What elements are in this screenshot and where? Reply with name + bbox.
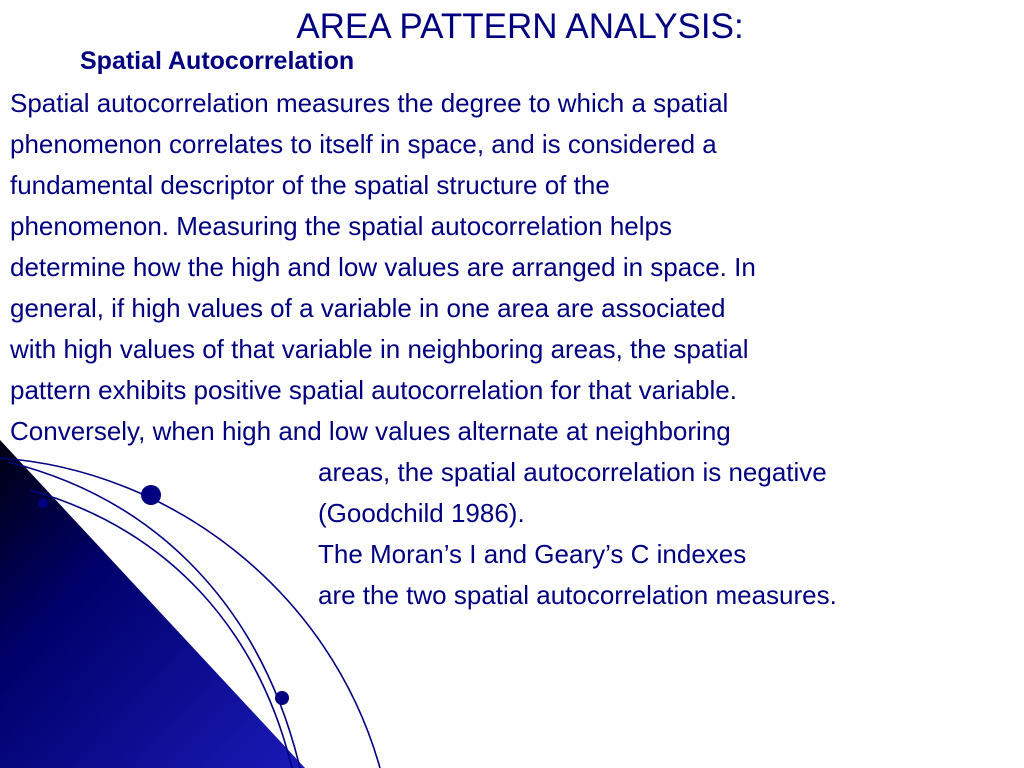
slide-subtitle: Spatial Autocorrelation (80, 47, 355, 75)
body-line: determine how the high and low values are arranged in space. In (10, 252, 756, 282)
body-line: general, if high values of a variable in one area are associated (10, 293, 726, 323)
body-line: areas, the spatial autocorrelation is negative (318, 457, 827, 487)
body-line: are the two spatial autocorrelation measures. (318, 580, 837, 610)
body-line: Conversely, when high and low values alternate at neighboring (10, 416, 731, 446)
body-line: pattern exhibits positive spatial autocorrelation for that variable. (10, 375, 737, 405)
slide-title: AREA PATTERN ANALYSIS: (296, 7, 744, 46)
body-line: with high values of that variable in neighboring areas, the spatial (10, 334, 749, 364)
body-line: The Moran’s I and Geary’s C indexes (318, 539, 747, 569)
body-line: fundamental descriptor of the spatial structure of the (10, 170, 610, 200)
body-line: (Goodchild 1986). (318, 498, 525, 528)
dot-small (38, 498, 48, 508)
dot-medium (275, 691, 289, 705)
body-line: phenomenon correlates to itself in space, and is considered a (10, 129, 717, 159)
dot-large (141, 485, 161, 505)
body-line: Spatial autocorrelation measures the degree to which a spatial (10, 88, 729, 118)
body-line: phenomenon. Measuring the spatial autocorrelation helps (10, 211, 672, 241)
